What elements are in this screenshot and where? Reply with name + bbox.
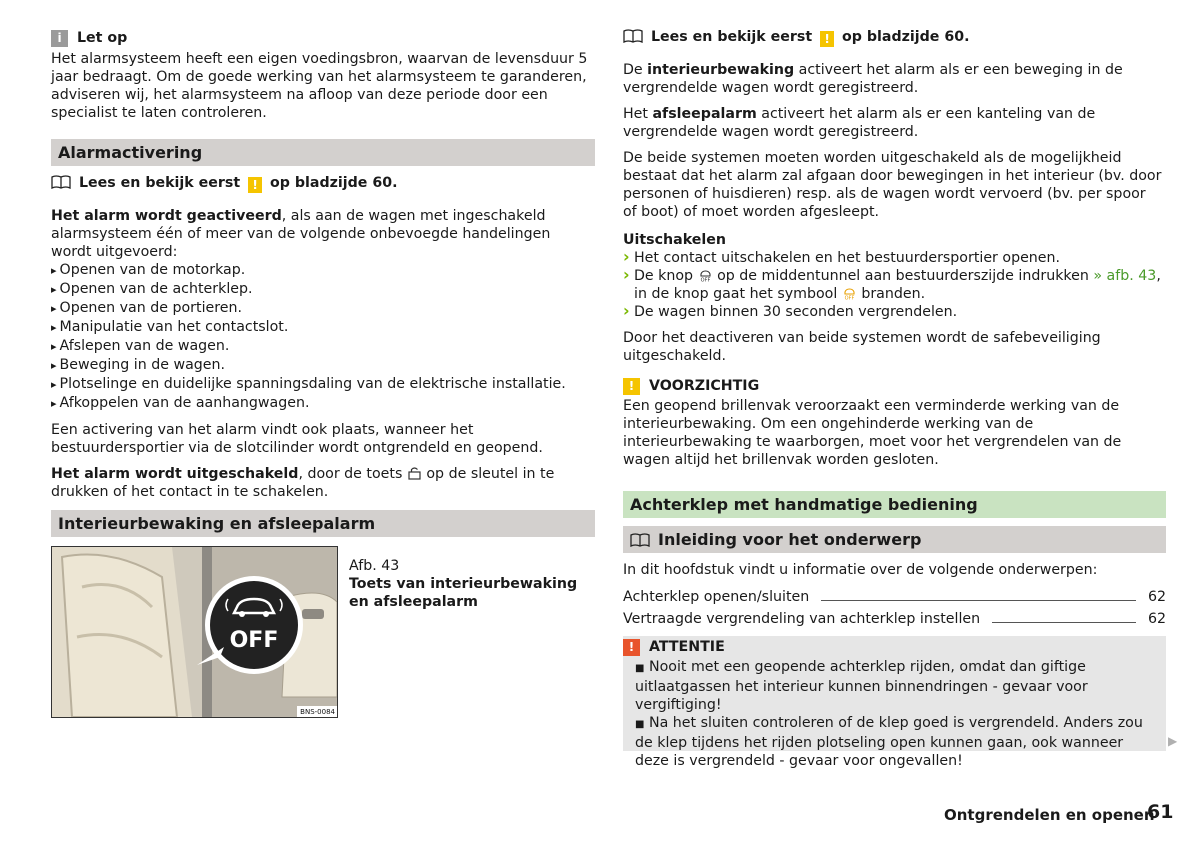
- attention-header: [623, 638, 1166, 656]
- switch-off-heading: Uitschakelen: [623, 232, 726, 248]
- intro-title: Inleiding voor het onderwerp: [658, 529, 922, 549]
- list-item: ▸ Openen van de motorkap.: [51, 261, 591, 280]
- unlock-icon: [407, 466, 422, 480]
- book-icon: [630, 533, 650, 547]
- systems-paragraph: De beide systemen moeten worden uitgeschakeld als de mogelijkheid bestaat dat het alarm zal afgaan door bewegingen in het interieur (bv. door personen of huisdieren) resp. als de wagen wordt vervoerd (bv. per spoor of boot) of moet worden afgesleept.: [623, 150, 1162, 220]
- caution-text: Een geopend brillenvak veroorzaakt een verminderde werking van de interieurbewaking. Om een ongehinderde werking van de interieurbewaking te waarborgen, moet voor het vergrendelen van de wagen altijd het brillenvak worden gesloten.: [623, 398, 1122, 468]
- figure-title: Toets van interieurbewaking en afsleepalarm: [349, 576, 578, 610]
- info-icon: i: [51, 30, 68, 47]
- footer-section: Ontgrendelen en openen: [944, 806, 1155, 824]
- figure-caption: [349, 557, 589, 611]
- note-header: [51, 29, 596, 47]
- list-item: ▸ Manipulatie van het contactslot.: [51, 318, 591, 337]
- intro-header: [623, 526, 1166, 553]
- toc-label: Vertraagde vergrendeling van achterklep instellen: [623, 611, 981, 627]
- intro-text: In dit hoofdstuk vindt u informatie over de volgende onderwerpen:: [623, 562, 1098, 578]
- car-alarm-off-icon: [698, 268, 713, 282]
- door-paragraph: Een activering van het alarm vindt ook plaats, wanneer het bestuurdersportier via de slotcilinder wordt ontgrendeld en geopend.: [51, 422, 543, 456]
- interior-paragraph: De interieurbewaking activeert het alarm als er een beweging in de vergrendelde wagen wordt geregistreerd.: [623, 62, 1123, 96]
- section-interieurbewaking-header: [51, 510, 595, 537]
- interior-illustration: [52, 547, 337, 717]
- toc-label: Achterklep openen/sluiten: [623, 589, 810, 605]
- activation-paragraph: Het alarm wordt geactiveerd, als aan de wagen met ingeschakeld alarmsysteem één of meer van de volgende onbevoegde handelingen wordt uitgevoerd:: [51, 208, 551, 260]
- list-item: ▸ Beweging in de wagen.: [51, 356, 591, 375]
- figure-43: [51, 546, 338, 718]
- book-icon: [51, 175, 71, 189]
- section-title: Interieurbewaking en afsleepalarm: [58, 513, 376, 533]
- list-item: ▸ Afslepen van de wagen.: [51, 337, 591, 356]
- switch-off-steps: [623, 249, 1163, 321]
- step-item: › De knop OFF op de middentunnel aan bestuurderszijde indrukken » afb. 43, in de knop gaat het symbool OFF branden.: [623, 267, 1163, 303]
- caution-icon: !: [623, 378, 640, 395]
- reference-line: Lees en bekijk eerst ! op bladzijde 60.: [51, 174, 591, 193]
- list-item: ▸ Plotselinge en duidelijke spanningsdaling van de elektrische installatie.: [51, 375, 591, 394]
- section-title: Achterklep met handmatige bediening: [630, 494, 978, 514]
- list-item: ▸ Afkoppelen van de aanhangwagen.: [51, 394, 591, 413]
- attention-icon: !: [623, 639, 640, 656]
- svg-text:OFF: OFF: [844, 295, 855, 300]
- figure-link[interactable]: » afb. 43: [1093, 268, 1157, 284]
- svg-text:OFF: OFF: [700, 277, 710, 282]
- toc-row[interactable]: [623, 588, 1166, 606]
- attention-list: [623, 656, 1166, 770]
- section-achterklep-header: [623, 491, 1166, 518]
- alarm-activation-body: [51, 174, 591, 501]
- right-column-body: [623, 28, 1163, 469]
- note-block: [51, 29, 596, 122]
- toc-page: 62: [1147, 589, 1166, 605]
- caution-title: VOORZICHTIG: [649, 378, 760, 394]
- attention-item: ■ Na het sluiten controleren of de klep goed is vergrendeld. Anders zou de klep tijdens het rijden plotseling open kunnen gaan, ook wanneer deze is vergrendeld - gevaar voor ongevallen!: [635, 715, 1143, 769]
- attention-box: [623, 636, 1166, 769]
- book-icon: [623, 29, 643, 43]
- attention-title: ATTENTIE: [649, 639, 725, 655]
- car-alarm-off-lit-icon: [842, 286, 857, 300]
- tow-paragraph: Het afsleepalarm activeert het alarm als er een kanteling van de vergrendelde wagen wordt geregistreerd.: [623, 106, 1096, 140]
- toc-leader: [821, 600, 1136, 601]
- warning-icon: !: [820, 31, 834, 47]
- intro-body: [623, 561, 1166, 628]
- continue-arrow-icon: ▶: [1168, 734, 1178, 748]
- note-text: Het alarmsysteem heeft een eigen voedingsbron, waarvan de levensduur 5 jaar bedraagt. Om de goede werking van het alarmsysteem te garanderen, adviseren wij, het alarmsysteem na afloop van deze periode door een specialist te laten controleren.: [51, 51, 588, 121]
- reference-line: Lees en bekijk eerst ! op bladzijde 60.: [623, 28, 1163, 47]
- list-item: ▸ Openen van de portieren.: [51, 299, 591, 318]
- caution-header: [623, 377, 1163, 395]
- note-title: Let op: [77, 30, 128, 46]
- trigger-list: [51, 261, 591, 413]
- toc-page: 62: [1147, 611, 1166, 627]
- toc-row[interactable]: [623, 610, 1166, 628]
- safe-paragraph: Door het deactiveren van beide systemen wordt de safebeveiliging uitgeschakeld.: [623, 330, 1101, 364]
- deactivation-paragraph: Het alarm wordt uitgeschakeld, door de toets op de sleutel in te drukken of het contact in te schakelen.: [51, 466, 555, 500]
- figure-number: Afb. 43: [349, 558, 400, 574]
- list-item: ▸ Openen van de achterklep.: [51, 280, 591, 299]
- warning-icon: !: [248, 177, 262, 193]
- section-title: Alarmactivering: [58, 142, 203, 162]
- figure-code: BNS-0084: [300, 708, 335, 716]
- off-button-label: OFF: [229, 628, 279, 653]
- step-item: › Het contact uitschakelen en het bestuurdersportier openen.: [623, 249, 1163, 267]
- toc-leader: [992, 622, 1136, 623]
- page-number: 61: [1147, 801, 1174, 823]
- attention-item: ■ Nooit met een geopende achterklep rijden, omdat dan giftige uitlaatgassen het interieur kunnen binnendringen - gevaar voor vergiftiging!: [635, 659, 1088, 713]
- step-item: › De wagen binnen 30 seconden vergrendelen.: [623, 303, 1163, 321]
- section-alarmactivering-header: [51, 139, 595, 166]
